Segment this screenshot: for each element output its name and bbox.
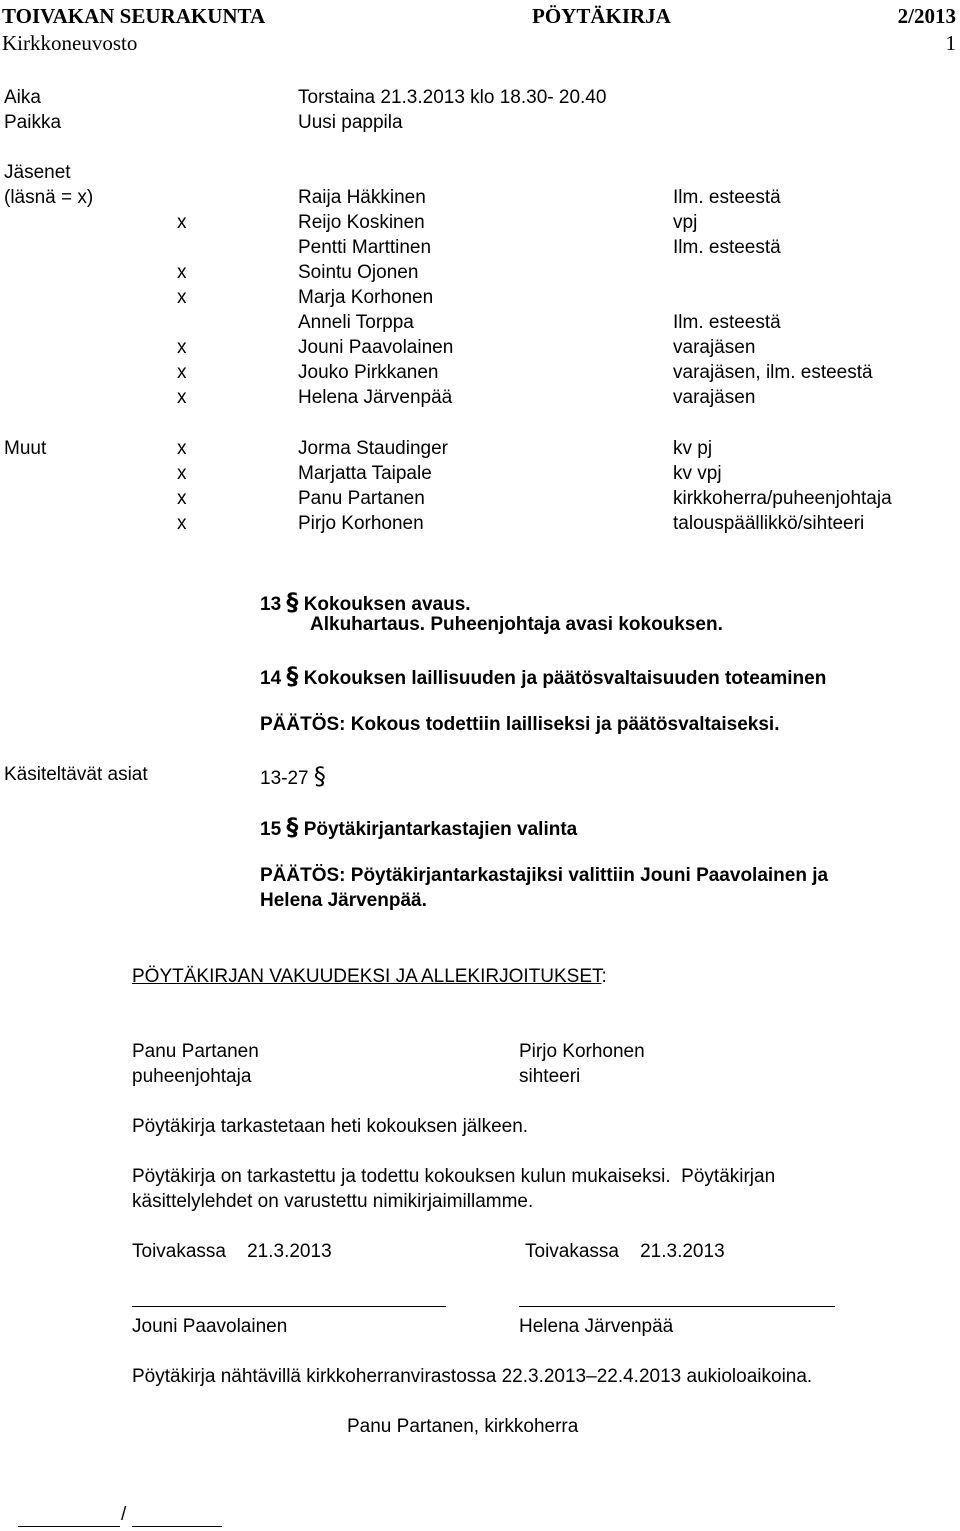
attendee-name: Jouko Pirkkanen: [298, 362, 439, 383]
document-type: PÖYTÄKIRJA: [532, 4, 671, 28]
initials-slash: /: [121, 1504, 127, 1525]
presence-mark: x: [177, 387, 187, 408]
checker-left-name: Jouni Paavolainen: [132, 1316, 288, 1337]
attendee-note: talouspäällikkö/sihteeri: [673, 513, 865, 534]
body-name: Kirkkoneuvosto: [2, 31, 138, 55]
agenda-label: Käsiteltävät asiat: [4, 764, 148, 785]
paragraph-sign: §: [313, 762, 326, 790]
attendee-note: kv pj: [673, 438, 713, 459]
attendee-name: Pentti Marttinen: [298, 237, 432, 258]
item-title: Pöytäkirjantarkastajien valinta: [303, 819, 578, 840]
reviewed-note-line1: Pöytäkirja on tarkastettu ja todettu kokouksen kulun mukaiseksi. Pöytäkirjan: [132, 1166, 776, 1187]
page-number: 1: [945, 31, 956, 55]
presence-mark: x: [177, 513, 187, 534]
place-date-right: Toivakassa 21.3.2013: [525, 1241, 725, 1262]
signature-line-left: [132, 1306, 446, 1307]
attendee-note: varajäsen: [673, 337, 756, 358]
presence-mark: x: [177, 287, 187, 308]
checker-right-name: Helena Järvenpää: [519, 1316, 674, 1337]
attendee-note: Ilm. esteestä: [673, 237, 781, 258]
public-display-note: Pöytäkirja nähtävillä kirkkoherranvirastossa 22.3.2013–22.4.2013 aukioloaikoina.: [132, 1366, 813, 1387]
reviewed-note-line2: käsittelylehdet on varustettu nimikirjaimillamme.: [132, 1191, 534, 1212]
item-number: 15: [260, 819, 282, 840]
attendee-note: Ilm. esteestä: [673, 187, 781, 208]
time-value: Torstaina 21.3.2013 klo 18.30- 20.40: [298, 87, 607, 108]
signature-line-right: [519, 1306, 835, 1307]
agenda-item-13-title: [260, 590, 471, 616]
presence-mark: x: [177, 262, 187, 283]
attendee-name: Helena Järvenpää: [298, 387, 453, 408]
agenda-item-15-decision-line2: Helena Järvenpää.: [260, 890, 427, 911]
item-title: Kokouksen laillisuuden ja päätösvaltaisuuden toteaminen: [303, 668, 827, 689]
agenda-item-13-body: Alkuhartaus. Puheenjohtaja avasi kokouksen.: [310, 614, 723, 635]
agenda-item-15-decision-line1: PÄÄTÖS: Pöytäkirjantarkastajiksi valittiin Jouni Paavolainen ja: [260, 865, 829, 886]
presence-mark: x: [177, 488, 187, 509]
initials-line-left: [18, 1526, 120, 1527]
paragraph-sign: §: [286, 588, 299, 616]
agenda-range: 13-27 §: [260, 762, 326, 790]
attendee-note: varajäsen, ilm. esteestä: [673, 362, 873, 383]
initials-line-right: [132, 1526, 222, 1527]
agenda-item-14-decision: PÄÄTÖS: Kokous todettiin lailliseksi ja päätösvaltaiseksi.: [260, 714, 780, 735]
document-number: 2/2013: [897, 4, 956, 28]
signatures-heading: PÖYTÄKIRJAN VAKUUDEKSI JA ALLEKIRJOITUKSET:: [132, 966, 607, 987]
organization-name: TOIVAKAN SEURAKUNTA: [2, 4, 266, 28]
attendee-note: kirkkoherra/puheenjohtaja: [673, 488, 892, 509]
time-label: Aika: [4, 87, 41, 108]
presence-mark: x: [177, 362, 187, 383]
display-signer: Panu Partanen, kirkkoherra: [347, 1416, 579, 1437]
agenda-item-15-title: [260, 815, 577, 841]
attendee-note: Ilm. esteestä: [673, 312, 781, 333]
secretary-name: Pirjo Korhonen: [519, 1041, 645, 1062]
secretary-role: sihteeri: [519, 1066, 581, 1087]
others-label: Muut: [4, 438, 47, 459]
item-number: 13: [260, 594, 282, 615]
attendee-name: Raija Häkkinen: [298, 187, 426, 208]
attendee-name: Anneli Torppa: [298, 312, 414, 333]
presence-mark: x: [177, 212, 187, 233]
attendee-name: Marja Korhonen: [298, 287, 434, 308]
place-label: Paikka: [4, 112, 62, 133]
attendee-note: kv vpj: [673, 463, 722, 484]
place-date-left: Toivakassa 21.3.2013: [132, 1241, 332, 1262]
place-value: Uusi pappila: [298, 112, 403, 133]
presence-mark: x: [177, 337, 187, 358]
members-label: Jäsenet: [4, 162, 71, 183]
attendee-name: Jorma Staudinger: [298, 438, 448, 459]
presence-mark: x: [177, 438, 187, 459]
attendee-name: Panu Partanen: [298, 488, 425, 509]
attendee-note: vpj: [673, 212, 698, 233]
attendee-note: varajäsen: [673, 387, 756, 408]
agenda-item-14-title: [260, 664, 826, 690]
chair-role: puheenjohtaja: [132, 1066, 252, 1087]
attendee-name: Marjatta Taipale: [298, 463, 432, 484]
presence-mark: x: [177, 463, 187, 484]
attendee-name: Pirjo Korhonen: [298, 513, 424, 534]
chair-name: Panu Partanen: [132, 1041, 259, 1062]
item-number: 14: [260, 668, 282, 689]
paragraph-sign: §: [286, 662, 299, 690]
attendee-name: Sointu Ojonen: [298, 262, 419, 283]
review-note: Pöytäkirja tarkastetaan heti kokouksen jälkeen.: [132, 1116, 529, 1137]
attendee-name: Reijo Koskinen: [298, 212, 425, 233]
paragraph-sign: §: [286, 813, 299, 841]
attendee-name: Jouni Paavolainen: [298, 337, 454, 358]
members-legend: (läsnä = x): [4, 187, 94, 208]
item-title: Kokouksen avaus.: [303, 594, 471, 615]
